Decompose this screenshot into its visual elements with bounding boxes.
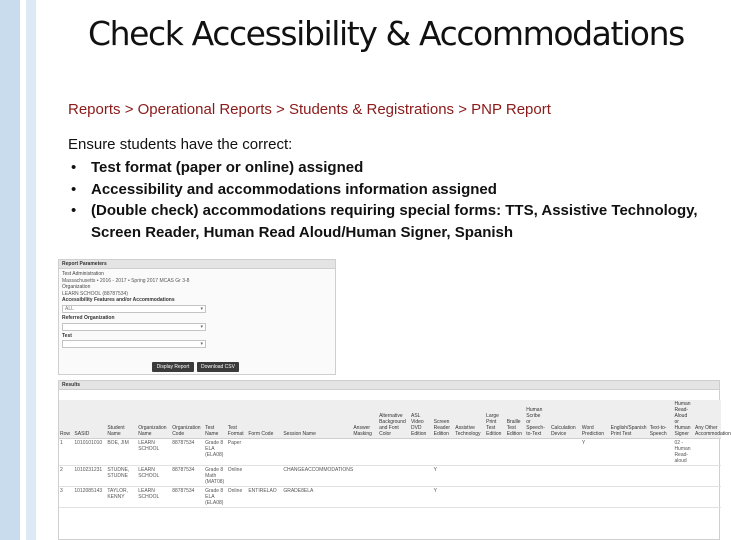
- bullet-glyph: •: [71, 202, 77, 219]
- column-header[interactable]: ASL Video DVD Edition: [410, 400, 433, 439]
- table-cell: [673, 466, 694, 487]
- chevron-down-icon: ▾: [200, 323, 203, 330]
- column-header[interactable]: Organization Code: [171, 400, 204, 439]
- table-cell: [247, 466, 282, 487]
- table-cell: [550, 439, 581, 466]
- table-cell: GRADE8ELA: [282, 487, 352, 508]
- table-cell: LEARN SCHOOL: [137, 439, 171, 466]
- table-cell: [410, 487, 433, 508]
- table-cell: [525, 466, 550, 487]
- table-cell: 1012085143: [73, 487, 106, 508]
- table-cell: [485, 466, 506, 487]
- table-cell: 88787534: [171, 466, 204, 487]
- chevron-down-icon: ▾: [200, 305, 203, 312]
- results-header: Results: [59, 381, 719, 390]
- results-panel: [58, 380, 731, 540]
- table-cell: [247, 439, 282, 466]
- table-cell: [525, 439, 550, 466]
- table-cell: [506, 439, 526, 466]
- table-cell: [610, 487, 649, 508]
- column-header[interactable]: Human Scribe or Speech- to-Text: [525, 400, 550, 439]
- table-cell: [352, 466, 378, 487]
- test-admin-label: Test Administration: [62, 271, 104, 277]
- table-cell: [581, 487, 610, 508]
- organization-label: Organization: [62, 284, 91, 291]
- table-cell: [454, 439, 485, 466]
- table-cell: [550, 487, 581, 508]
- column-header[interactable]: English/Spanish Print Test: [610, 400, 649, 439]
- table-cell: TAYLOR, KENNY: [106, 487, 137, 508]
- column-header[interactable]: Large Print Test Edition: [485, 400, 506, 439]
- table-cell: [454, 466, 485, 487]
- table-cell: [485, 487, 506, 508]
- column-header[interactable]: Calculation Device: [550, 400, 581, 439]
- column-header[interactable]: Alternative Background and Font Color: [378, 400, 410, 439]
- table-cell: [610, 466, 649, 487]
- checklist-item-text: Accessibility and accommodations information assigned: [91, 180, 497, 198]
- column-header[interactable]: Test Name: [204, 400, 227, 439]
- table-cell: 88787534: [171, 439, 204, 466]
- report-parameters-header: Report Parameters: [59, 260, 335, 269]
- table-cell: [506, 487, 526, 508]
- table-cell: LEARN SCHOOL: [137, 466, 171, 487]
- column-header[interactable]: Assistive Technology: [454, 400, 485, 439]
- table-cell: BOE, JIM: [106, 439, 137, 466]
- table-cell: [433, 439, 455, 466]
- table-cell: [673, 487, 694, 508]
- report-parameters-panel: [58, 259, 336, 375]
- table-cell: Grade 8 ELA (ELA08): [204, 439, 227, 466]
- table-cell: [485, 439, 506, 466]
- results-header-row: [59, 400, 721, 439]
- checklist-item: [68, 157, 708, 179]
- column-header[interactable]: Human Read- Aloud or Human Signer: [673, 400, 694, 439]
- chevron-down-icon: ▾: [200, 341, 203, 348]
- column-header[interactable]: Organization Name: [137, 400, 171, 439]
- checklist-item-text: Test format (paper or online) assigned: [91, 159, 364, 176]
- bullet-glyph: •: [71, 159, 77, 176]
- column-header[interactable]: Form Code: [247, 400, 282, 439]
- table-cell: Grade 8 ELA (ELA08): [204, 487, 227, 508]
- table-cell: 1010231231: [73, 466, 106, 487]
- column-header[interactable]: Answer Masking: [352, 400, 378, 439]
- organization-value[interactable]: LEARN SCHOOL (88787534): [62, 290, 128, 297]
- table-cell: [581, 466, 610, 487]
- column-header[interactable]: Session Name: [282, 400, 352, 439]
- table-cell: [352, 487, 378, 508]
- column-header[interactable]: Braille Test Edition: [506, 400, 526, 439]
- table-cell: [378, 487, 410, 508]
- table-cell: Y: [433, 487, 455, 508]
- table-cell: [694, 439, 721, 466]
- breadcrumb: Reports > Operational Reports > Students & Registrations > PNP Report: [68, 101, 551, 118]
- table-cell: [506, 466, 526, 487]
- table-cell: [610, 439, 649, 466]
- table-cell: Online: [227, 487, 248, 508]
- table-cell: [378, 439, 410, 466]
- table-cell: 88787534: [171, 487, 204, 508]
- decorative-stripe-inner: [26, 0, 36, 540]
- table-cell: Online: [227, 466, 248, 487]
- table-cell: [550, 466, 581, 487]
- table-cell: [649, 439, 674, 466]
- accessibility-select-value: ALL: [65, 305, 74, 312]
- display-report-button[interactable]: Display Report: [152, 362, 194, 372]
- column-header[interactable]: Screen Reader Edition: [433, 400, 455, 439]
- column-header[interactable]: Word Prediction: [581, 400, 610, 439]
- column-header[interactable]: Student Name: [106, 400, 137, 439]
- table-cell: Paper: [227, 439, 248, 466]
- table-cell: 1: [59, 439, 73, 466]
- checklist: [68, 157, 708, 243]
- column-header[interactable]: SASID: [73, 400, 106, 439]
- table-row[interactable]: [59, 466, 721, 487]
- table-cell: Y: [433, 466, 455, 487]
- table-cell: CHANGEACCOMMODATIONS: [282, 466, 352, 487]
- table-cell: [378, 466, 410, 487]
- decorative-stripe-outer: [0, 0, 20, 540]
- test-label: Test: [62, 332, 72, 339]
- bullet-glyph: •: [71, 180, 77, 198]
- table-cell: [694, 466, 721, 487]
- column-header[interactable]: Row: [59, 400, 73, 439]
- accessibility-label: Accessibility Features and/or Accommodations: [62, 297, 175, 304]
- table-cell: STUDNE, STUDNE: [106, 466, 137, 487]
- intro-text: Ensure students have the correct:: [68, 136, 293, 153]
- results-body: [59, 439, 721, 508]
- table-cell: 02 - Human Read- aloud: [673, 439, 694, 466]
- table-row[interactable]: [59, 439, 721, 466]
- table-cell: [454, 487, 485, 508]
- table-cell: LEARN SCHOOL: [137, 487, 171, 508]
- table-cell: [649, 487, 674, 508]
- test-admin-value[interactable]: Massachusetts • 2016 - 2017 • Spring 2017 MCAS Gr 3-8: [62, 277, 190, 284]
- checklist-item: [68, 179, 708, 201]
- table-cell: Grade 8 Math (MAT08): [204, 466, 227, 487]
- download-csv-button[interactable]: Download CSV: [197, 362, 239, 372]
- slide-title: Check Accessibility & Accommodations: [88, 14, 684, 53]
- table-cell: 2: [59, 466, 73, 487]
- column-header[interactable]: Any Other Accommodation: [694, 400, 721, 439]
- table-cell: ENTIRELAO: [247, 487, 282, 508]
- table-cell: [649, 466, 674, 487]
- table-cell: [352, 439, 378, 466]
- column-header[interactable]: Text-to- Speech: [649, 400, 674, 439]
- results-table: [59, 400, 731, 508]
- table-cell: 1010101010: [73, 439, 106, 466]
- table-cell: [410, 466, 433, 487]
- table-cell: [525, 487, 550, 508]
- accessibility-select[interactable]: [62, 305, 206, 313]
- checklist-item-text: (Double check) accommodations requiring special forms: TTS, Assistive Technology, Screen Reader, Human Read Aloud/Human Signer, Spanish: [91, 202, 698, 241]
- table-cell: [694, 487, 721, 508]
- table-row[interactable]: [59, 487, 721, 508]
- table-cell: Y: [581, 439, 610, 466]
- table-cell: [410, 439, 433, 466]
- table-cell: 3: [59, 487, 73, 508]
- test-select[interactable]: [62, 340, 206, 348]
- referred-org-label: Referred Organization: [62, 314, 115, 321]
- column-header[interactable]: Test Format: [227, 400, 248, 439]
- table-cell: [282, 439, 352, 466]
- checklist-item: [68, 200, 708, 243]
- referred-org-select[interactable]: [62, 323, 206, 331]
